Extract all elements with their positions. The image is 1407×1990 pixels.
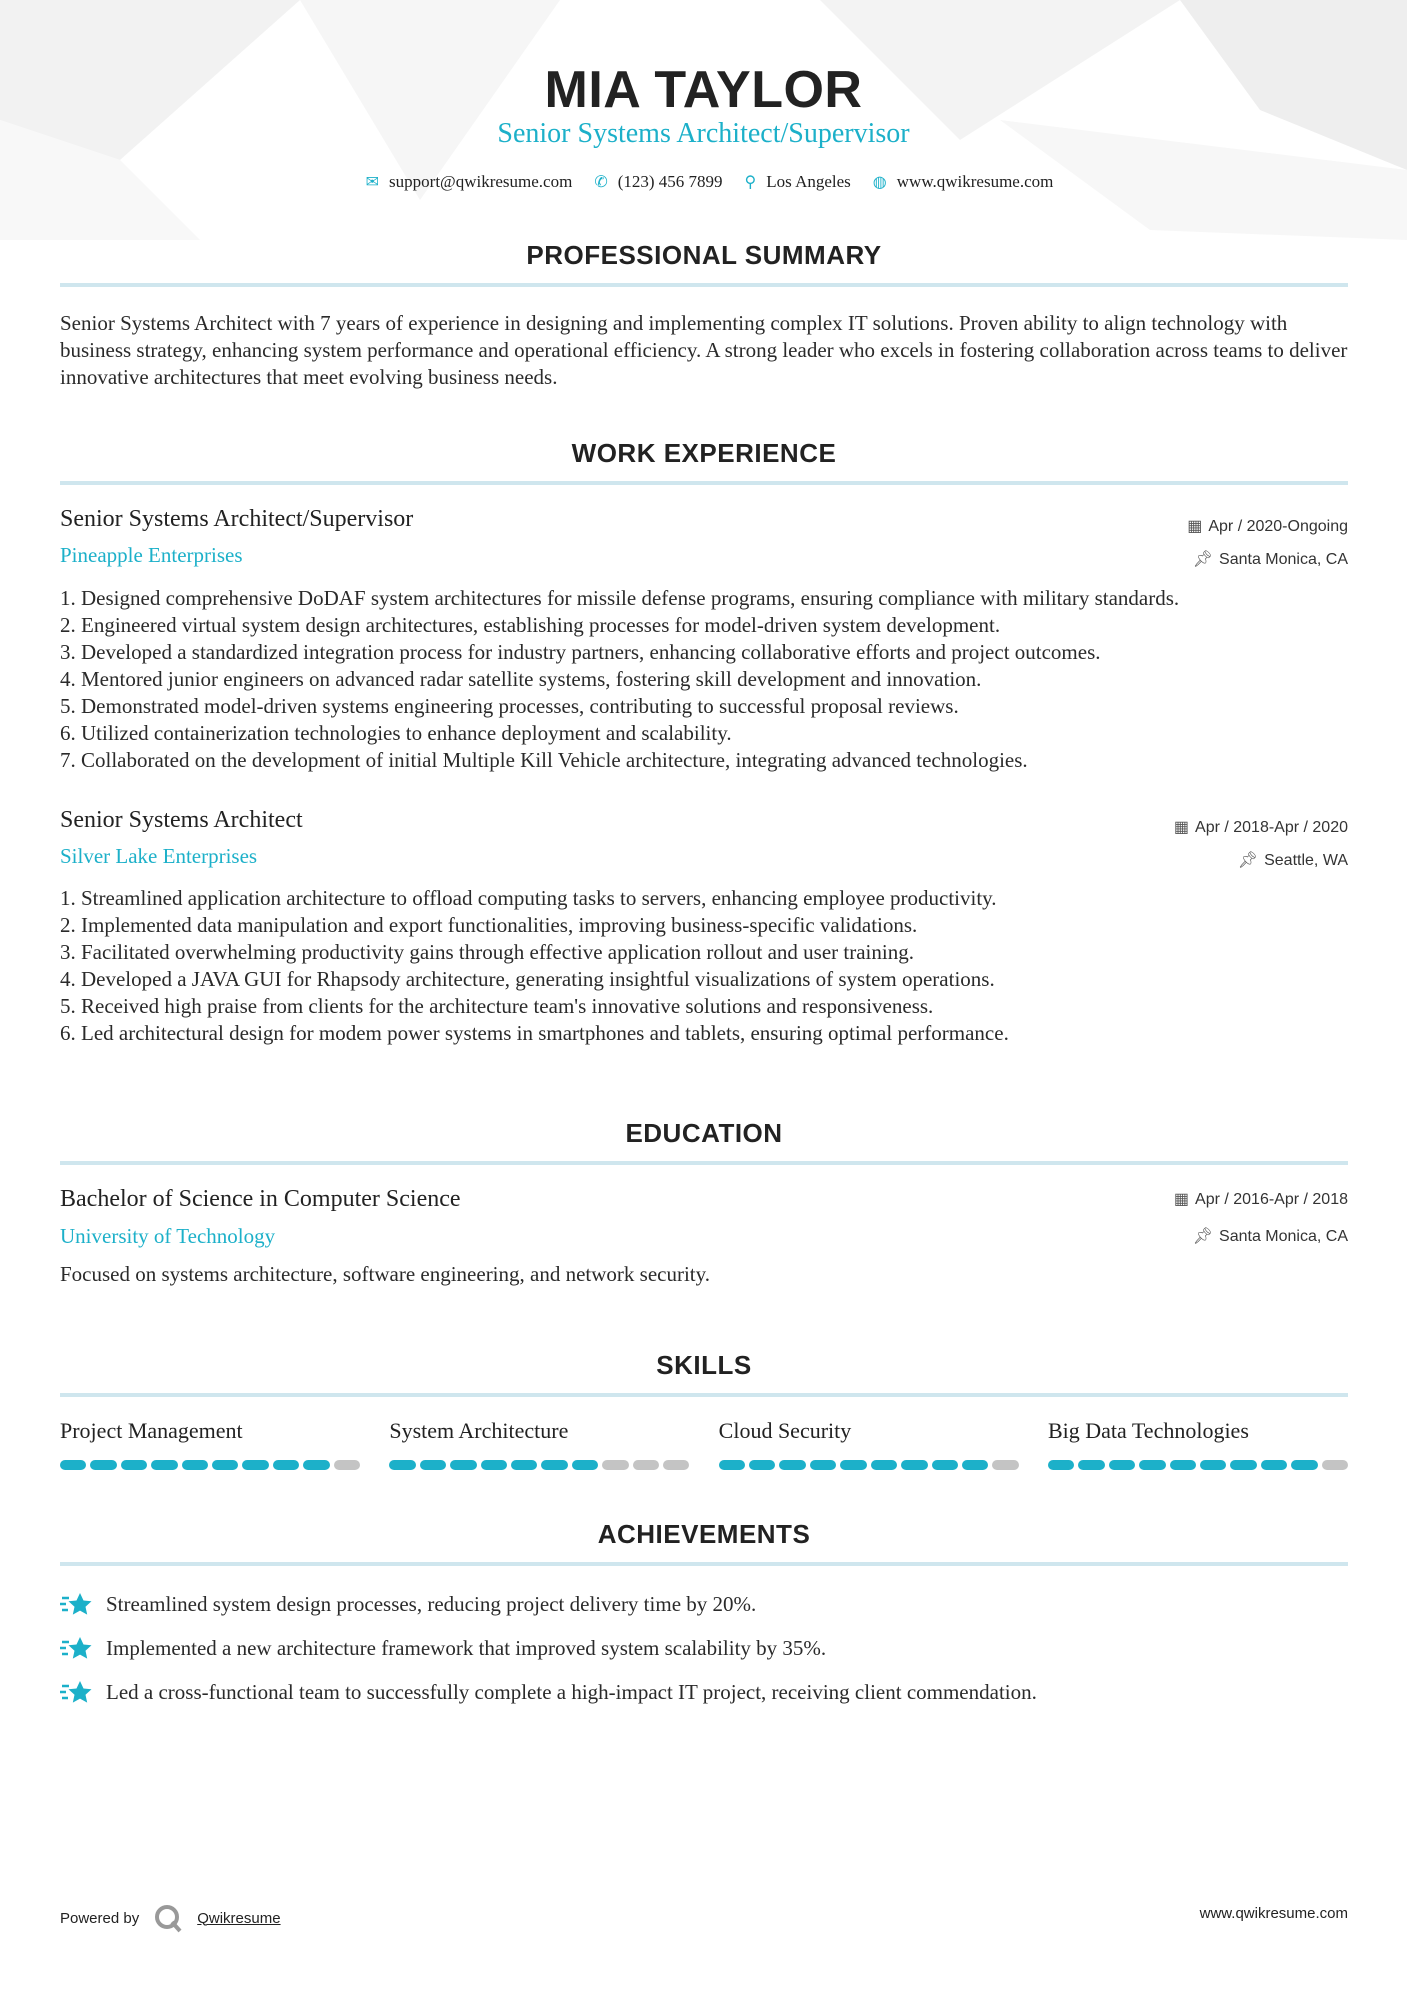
skill-segment [871,1460,897,1470]
skill-name: Project Management [60,1418,243,1443]
education-date-text: Apr / 2016-Apr / 2018 [1195,1191,1348,1208]
skill-segment [1109,1460,1135,1470]
bullet-item: 2. Implemented data manipulation and export functionalities, improving business-specific validations. [60,913,918,937]
job-location-text: Santa Monica, CA [1219,551,1348,568]
skill-name: Big Data Technologies [1047,1418,1249,1443]
skill-segment [541,1460,567,1470]
job-bullets [60,585,1360,774]
summary-text: Senior Systems Architect with 7 years of experience in designing and implementing complex IT solutions. Proven ability to align technology with business strategy, enhancing system performance and operational efficiency. A strong leader who excels in fostering collaboration across teams to deliver innovative architectures that meet evolving business needs. [60,311,1348,389]
skill-item [389,1418,689,1470]
skill-segment [602,1460,628,1470]
achievement-item [60,1582,1350,1626]
skill-segment [212,1460,238,1470]
achievement-item [60,1626,1350,1670]
pushpin-icon: 📌︎ [1192,551,1214,568]
achievement-text: Implemented a new architecture framework that improved system scalability by 35%. [106,1635,827,1660]
achievements-heading: ACHIEVEMENTS [597,1519,811,1549]
skill-segment [1291,1460,1317,1470]
skill-segment [719,1460,745,1470]
skill-segment [1078,1460,1104,1470]
bullet-item: 6. Utilized containerization technologies to enhance deployment and scalability. [60,721,732,745]
skill-segment [1230,1460,1256,1470]
job-location-text: Seattle, WA [1264,852,1348,869]
calendar-icon: ▦ [1173,819,1190,836]
skill-segment [779,1460,805,1470]
skill-name: Cloud Security [718,1418,852,1443]
bullet-item: 4. Mentored junior engineers on advanced radar satellite systems, fostering skill development and innovation. [60,667,982,691]
skill-segment [1048,1460,1074,1470]
divider [60,1161,1348,1165]
divider [60,481,1348,485]
achievement-text: Streamlined system design processes, reducing project delivery time by 20%. [106,1591,757,1616]
qwikresume-logo-icon [153,1903,183,1933]
skill-segment [273,1460,299,1470]
bullet-item: 3. Facilitated overwhelming productivity gains through effective application rollout and user training. [60,940,914,964]
skill-segment [992,1460,1018,1470]
skill-segment [1261,1460,1287,1470]
skill-item [1048,1418,1348,1470]
skill-segment [182,1460,208,1470]
skill-level-bar [389,1460,689,1470]
skill-item [60,1418,360,1470]
skills-heading: SKILLS [656,1350,752,1380]
map-pin-icon: ⚲ [744,174,757,191]
divider [60,1562,1348,1566]
contact-info [0,172,1407,192]
job-date [1174,817,1348,837]
bullet-item: 1. Streamlined application architecture to offload computing tasks to servers, enhancing employee productivity. [60,886,997,910]
job-date-text: Apr / 2018-Apr / 2020 [1195,819,1348,836]
skill-segment [663,1460,689,1470]
job-location [1238,850,1348,870]
skill-segment [60,1460,86,1470]
skill-segment [481,1460,507,1470]
pushpin-icon: 📌︎ [1237,852,1259,869]
phone-icon: ✆ [594,174,608,191]
divider [60,1393,1348,1397]
bullet-item: 7. Collaborated on the development of initial Multiple Kill Vehicle architecture, integrating advanced technologies. [60,748,1028,772]
candidate-name: MIA TAYLOR [544,61,863,119]
skill-segment [151,1460,177,1470]
skill-segment [242,1460,268,1470]
summary-heading: PROFESSIONAL SUMMARY [526,240,882,270]
skill-item [719,1418,1019,1470]
skill-segment [1139,1460,1165,1470]
star-icon [60,1634,94,1662]
achievement-text: Led a cross-functional team to successfully complete a high-impact IT project, receiving client commendation. [106,1679,1037,1704]
job-date-text: Apr / 2020-Ongoing [1208,518,1348,535]
calendar-icon: ▦ [1187,518,1203,535]
skill-segment [420,1460,446,1470]
achievement-item [60,1670,1350,1714]
brand-link[interactable]: Qwikresume [197,1909,281,1927]
skill-segment [840,1460,866,1470]
skill-segment [450,1460,476,1470]
skill-segment [810,1460,836,1470]
bullet-item: 4. Developed a JAVA GUI for Rhapsody architecture, generating insightful visualizations of system operations. [60,967,995,991]
envelope-icon: ✉ [365,174,380,191]
bullet-item: 5. Received high praise from clients for the architecture team's innovative solutions and responsiveness. [60,994,934,1018]
bullet-item: 2. Engineered virtual system design architectures, establishing processes for model-driven system development. [60,613,1001,637]
powered-by-label: Powered by [60,1909,140,1927]
skill-segment [1322,1460,1348,1470]
bullet-item: 3. Developed a standardized integration process for industry partners, enhancing collaborative efforts and project outcomes. [60,640,1101,664]
education-location-text: Santa Monica, CA [1219,1228,1348,1245]
skill-level-bar [1048,1460,1348,1470]
degree: Bachelor of Science in Computer Science [60,1186,461,1212]
job-title: Senior Systems Architect [60,807,303,833]
skills-list [60,1418,1348,1470]
education-heading: EDUCATION [625,1118,783,1148]
contact-location: Los Angeles [766,172,851,191]
bullet-item: 5. Demonstrated model-driven systems engineering processes, contributing to successful proposal reviews. [60,694,959,718]
skill-segment [90,1460,116,1470]
job-company: Silver Lake Enterprises [60,844,258,868]
bullet-item: 1. Designed comprehensive DoDAF system architectures for missile defense programs, ensuring compliance with military standards. [60,586,1180,610]
skill-segment [389,1460,415,1470]
skill-level-bar [719,1460,1019,1470]
experience-heading: WORK EXPERIENCE [571,438,837,468]
job-date [1187,516,1348,536]
skill-segment [121,1460,147,1470]
skill-segment [749,1460,775,1470]
divider [60,283,1348,287]
star-icon [60,1678,94,1706]
pushpin-icon: 📌︎ [1192,1228,1214,1245]
globe-icon: ◍ [872,174,887,191]
contact-website[interactable]: www.qwikresume.com [896,172,1054,191]
job-location [1193,549,1348,569]
skill-segment [334,1460,360,1470]
skill-segment [303,1460,329,1470]
contact-phone[interactable]: (123) 456 7899 [617,172,723,191]
school: University of Technology [60,1224,276,1248]
calendar-icon: ▦ [1173,1191,1190,1208]
skill-segment [901,1460,927,1470]
skill-segment [932,1460,958,1470]
footer-powered [60,1903,281,1933]
achievements-list [60,1582,1350,1714]
skill-name: System Architecture [389,1418,569,1443]
job-bullets [60,885,1360,1047]
star-icon [60,1590,94,1618]
skill-level-bar [60,1460,360,1470]
skill-segment [1200,1460,1226,1470]
bullet-item: 6. Led architectural design for modem power systems in smartphones and tablets, ensuring optimal performance. [60,1021,1009,1045]
job-company: Pineapple Enterprises [60,543,243,567]
footer-url[interactable]: www.qwikresume.com [1199,1905,1348,1922]
skill-segment [962,1460,988,1470]
education-location [1193,1226,1348,1246]
skill-segment [633,1460,659,1470]
contact-email[interactable]: support@qwikresume.com [389,172,573,191]
education-description: Focused on systems architecture, software engineering, and network security. [60,1262,711,1286]
candidate-title: Senior Systems Architect/Supervisor [497,118,910,149]
skill-segment [1170,1460,1196,1470]
skill-segment [511,1460,537,1470]
education-date [1174,1189,1348,1209]
job-title: Senior Systems Architect/Supervisor [60,506,414,532]
skill-segment [572,1460,598,1470]
